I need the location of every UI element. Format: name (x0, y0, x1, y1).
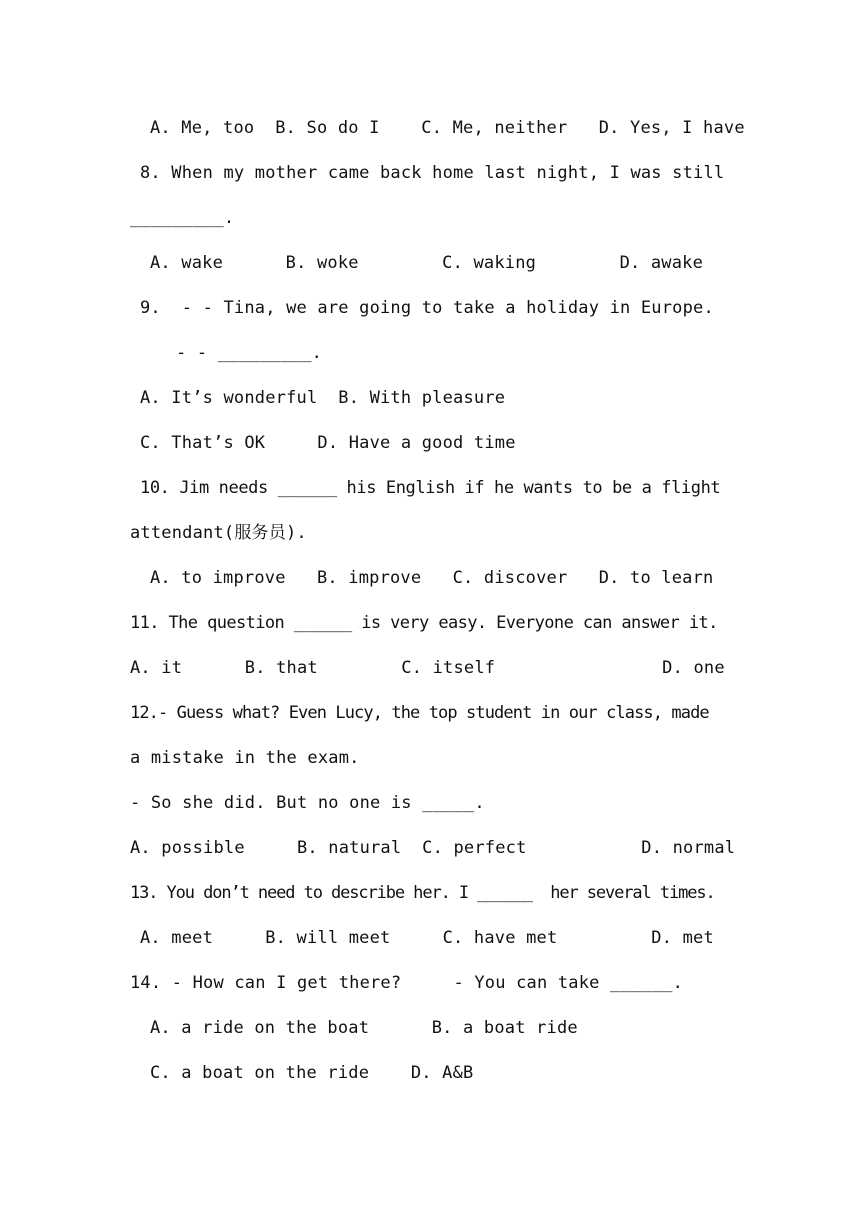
q9-reply: - - _________. (176, 343, 323, 363)
q11-stem: 11. The question ______ is very easy. Everyone can answer it. (130, 613, 718, 633)
q9-options-cd: C. That’s OK D. Have a good time (140, 433, 516, 453)
q9-options-ab: A. It’s wonderful B. With pleasure (140, 388, 506, 408)
q12-stem-cont: a mistake in the exam. (130, 748, 360, 768)
q12-options: A. possible B. natural C. perfect D. normal (130, 838, 736, 858)
q7-options: A. Me, too B. So do I C. Me, neither D. Yes, I have (150, 118, 745, 138)
q13-stem: 13. You don’t need to describe her. I ______ her several times. (130, 883, 715, 903)
q10-stem-cont: attendant(服务员). (130, 523, 307, 543)
q10-stem: 10. Jim needs ______ his English if he wants to be a flight (140, 478, 721, 498)
q14-options-cd: C. a boat on the ride D. A&B (150, 1063, 474, 1083)
q8-blank: _________. (130, 208, 235, 228)
q12-reply: - So she did. But no one is _____. (130, 793, 485, 813)
q12-stem: 12.- Guess what? Even Lucy, the top student in our class, made (130, 703, 709, 723)
q13-options: A. meet B. will meet C. have met D. met (140, 928, 714, 948)
q11-options: A. it B. that C. itself D. one (130, 658, 725, 678)
q9-stem: 9. - - Tina, we are going to take a holiday in Europe. (140, 298, 714, 318)
q10-options: A. to improve B. improve C. discover D. to learn (150, 568, 714, 588)
q14-stem: 14. - How can I get there? - You can take ______. (130, 973, 684, 993)
q8-options: A. wake B. woke C. waking D. awake (150, 253, 704, 273)
q14-options-ab: A. a ride on the boat B. a boat ride (150, 1018, 578, 1038)
q8-stem: 8. When my mother came back home last night, I was still (140, 163, 725, 183)
